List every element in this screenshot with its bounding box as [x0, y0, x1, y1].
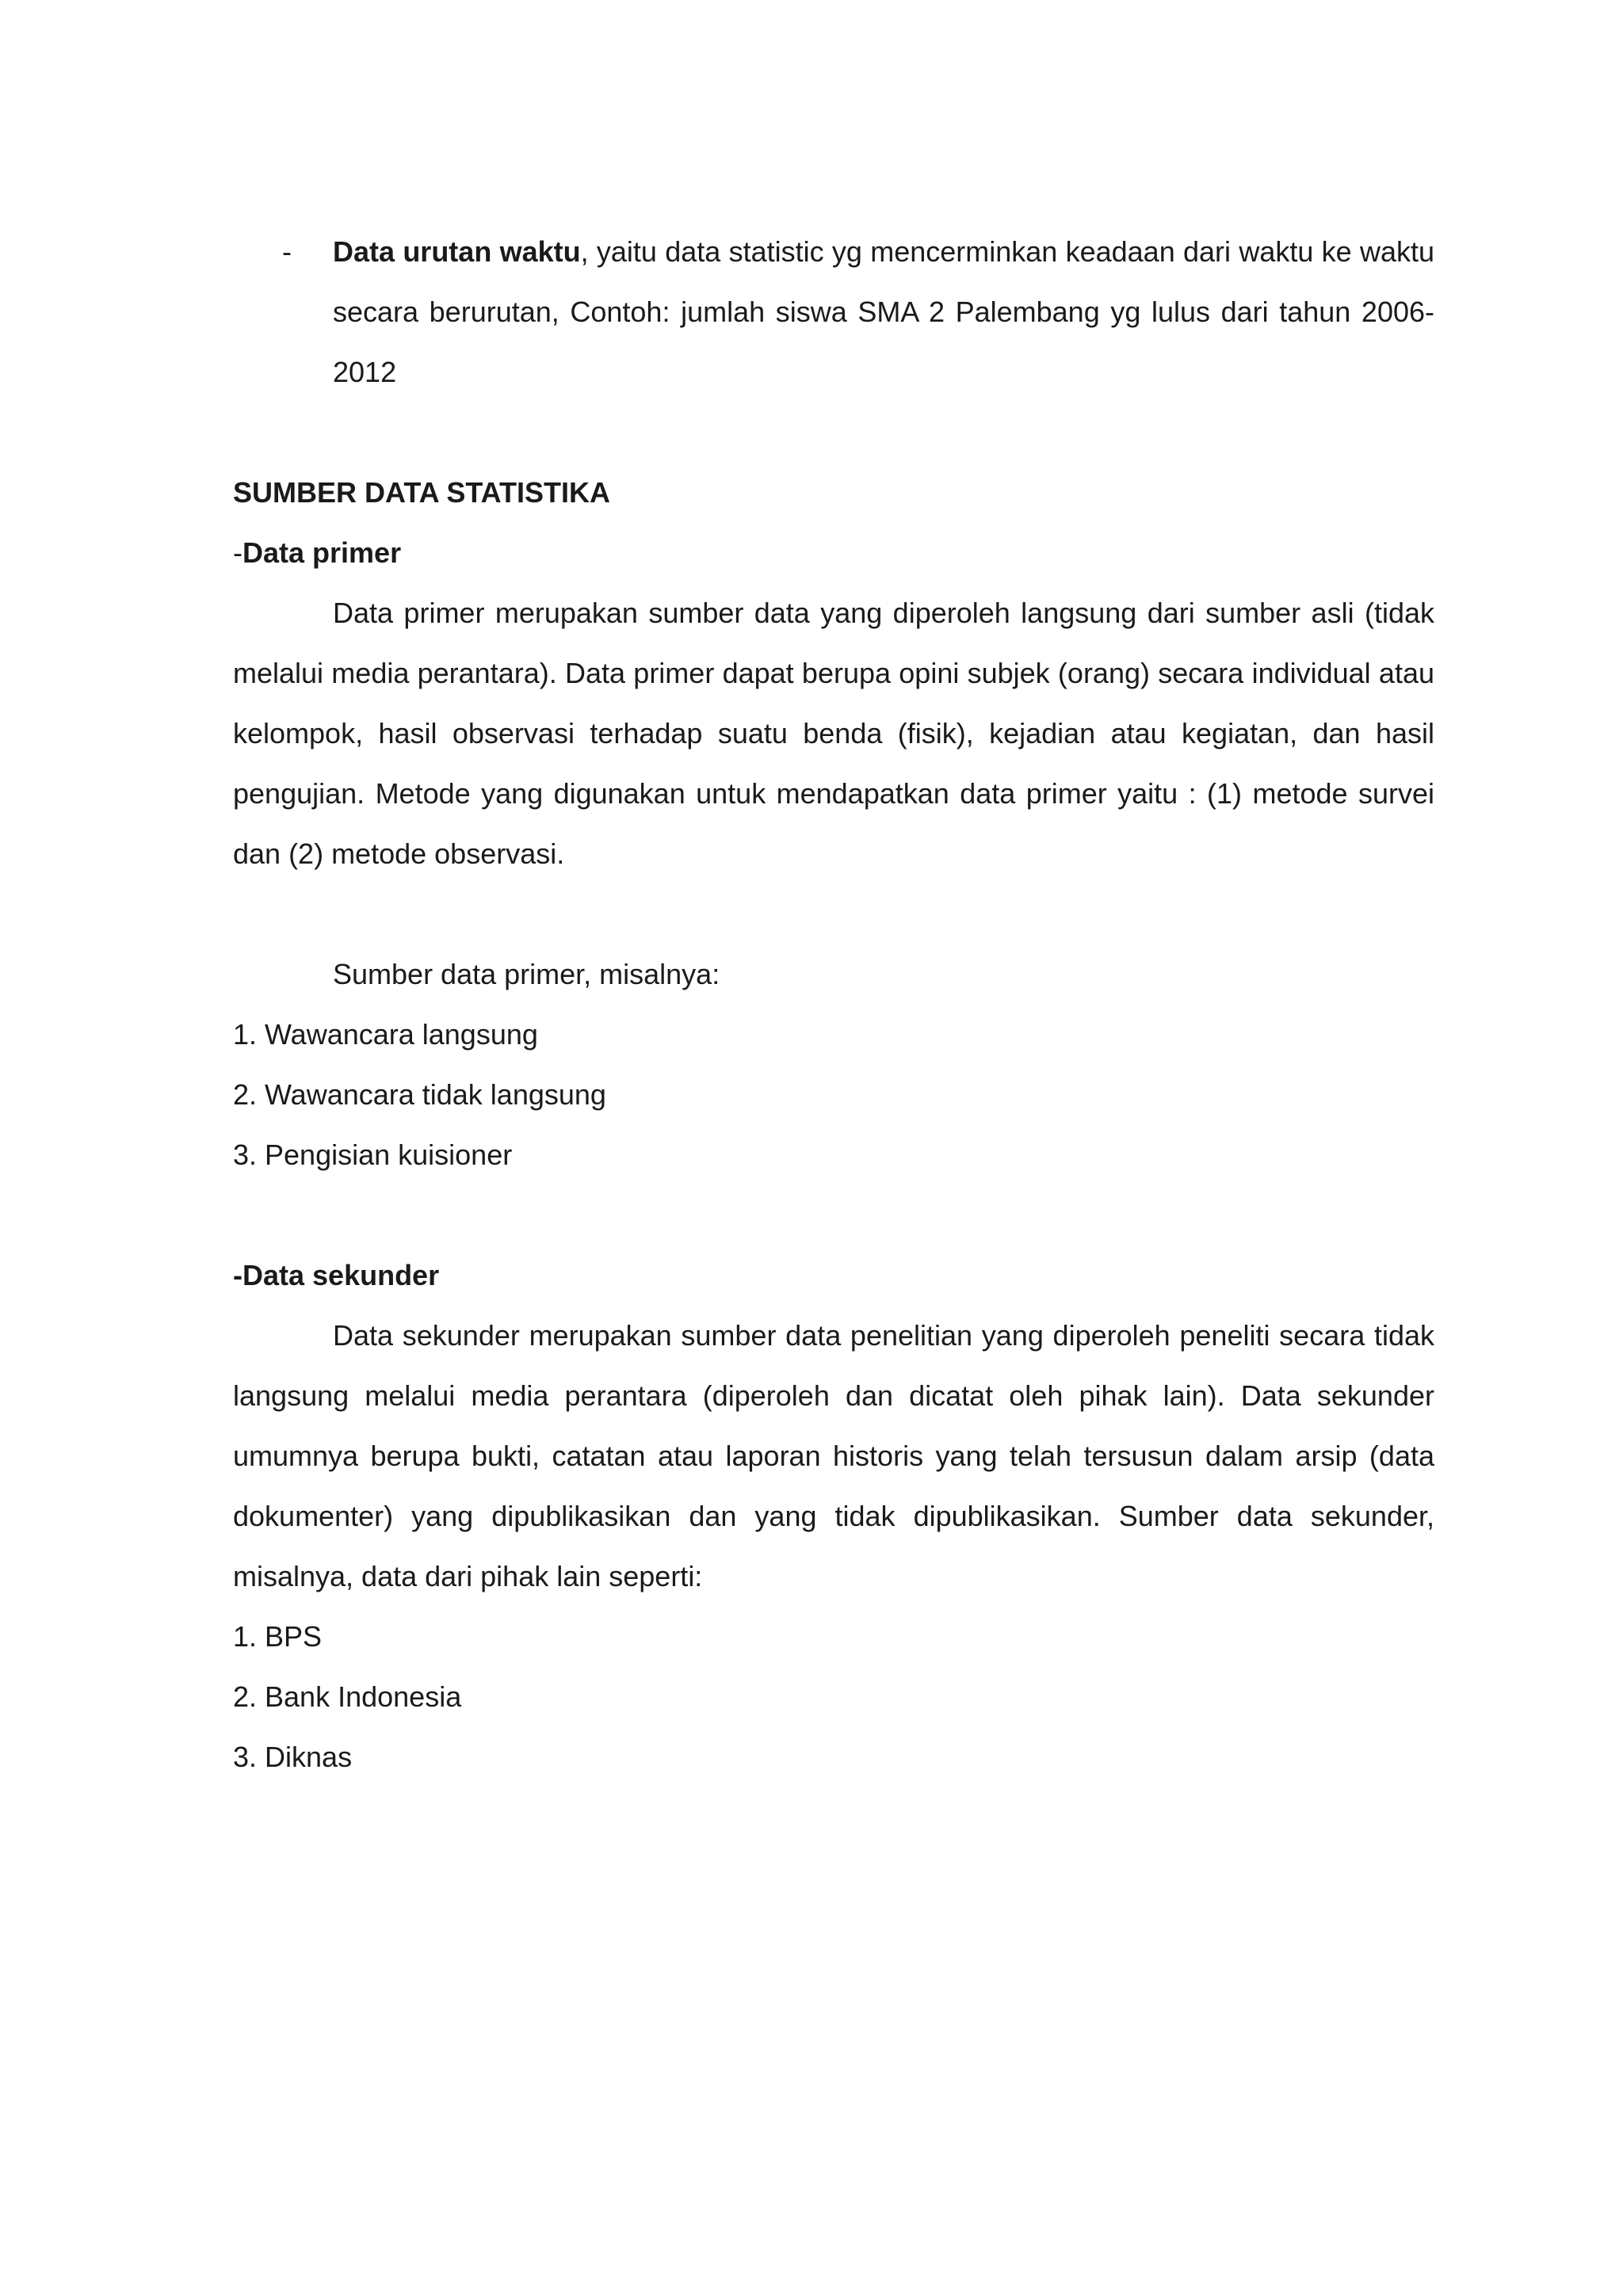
bullet-item-data-urutan-waktu: [233, 222, 1434, 402]
spacer: [233, 402, 1434, 463]
bullet-dash: -: [282, 235, 292, 268]
spacer: [233, 884, 1434, 944]
subheading-data-sekunder: -Data sekunder: [233, 1259, 440, 1291]
bullet-text: , yaitu data statistic yg mencerminkan keadaan dari waktu ke waktu secara berurutan, Contoh: jumlah siswa SMA 2 Palembang yg lulus dari tahun 2006-2012: [333, 235, 1434, 388]
section-heading: SUMBER DATA STATISTIKA: [233, 476, 610, 509]
list-item: 2. Bank Indonesia: [233, 1680, 462, 1713]
paragraph-data-primer: Data primer merupakan sumber data yang diperoleh langsung dari sumber asli (tidak melalui media perantara). Data primer dapat berupa opini subjek (orang) secara individual atau kelompok, hasil observasi terhadap suatu benda (fisik), kejadian atau kegiatan, dan hasil pengujian. Metode yang digunakan untuk mendapatkan data primer yaitu : (1) metode survei dan (2) metode observasi.: [233, 597, 1434, 870]
list-item: 1. Wawancara langsung: [233, 1018, 538, 1051]
document-page: [233, 222, 1434, 1787]
spacer: [233, 1185, 1434, 1245]
list-item: 3. Diknas: [233, 1741, 353, 1773]
list-item: 2. Wawancara tidak langsung: [233, 1078, 606, 1111]
paragraph-data-sekunder: Data sekunder merupakan sumber data penelitian yang diperoleh peneliti secara tidak langsung melalui media perantara (diperoleh dan dicatat oleh pihak lain). Data sekunder umumnya berupa bukti, catatan atau laporan historis yang telah tersusun dalam arsip (data dokumenter) yang dipublikasikan dan yang tidak dipublikasikan. Sumber data sekunder, misalnya, data dari pihak lain seperti:: [233, 1319, 1434, 1592]
subheading-data-primer: -Data primer: [233, 536, 402, 569]
list-item: 1. BPS: [233, 1620, 323, 1653]
list-intro-primer: Sumber data primer, misalnya:: [333, 958, 720, 990]
bullet-bold-term: Data urutan waktu: [333, 235, 581, 268]
list-item: 3. Pengisian kuisioner: [233, 1138, 513, 1171]
